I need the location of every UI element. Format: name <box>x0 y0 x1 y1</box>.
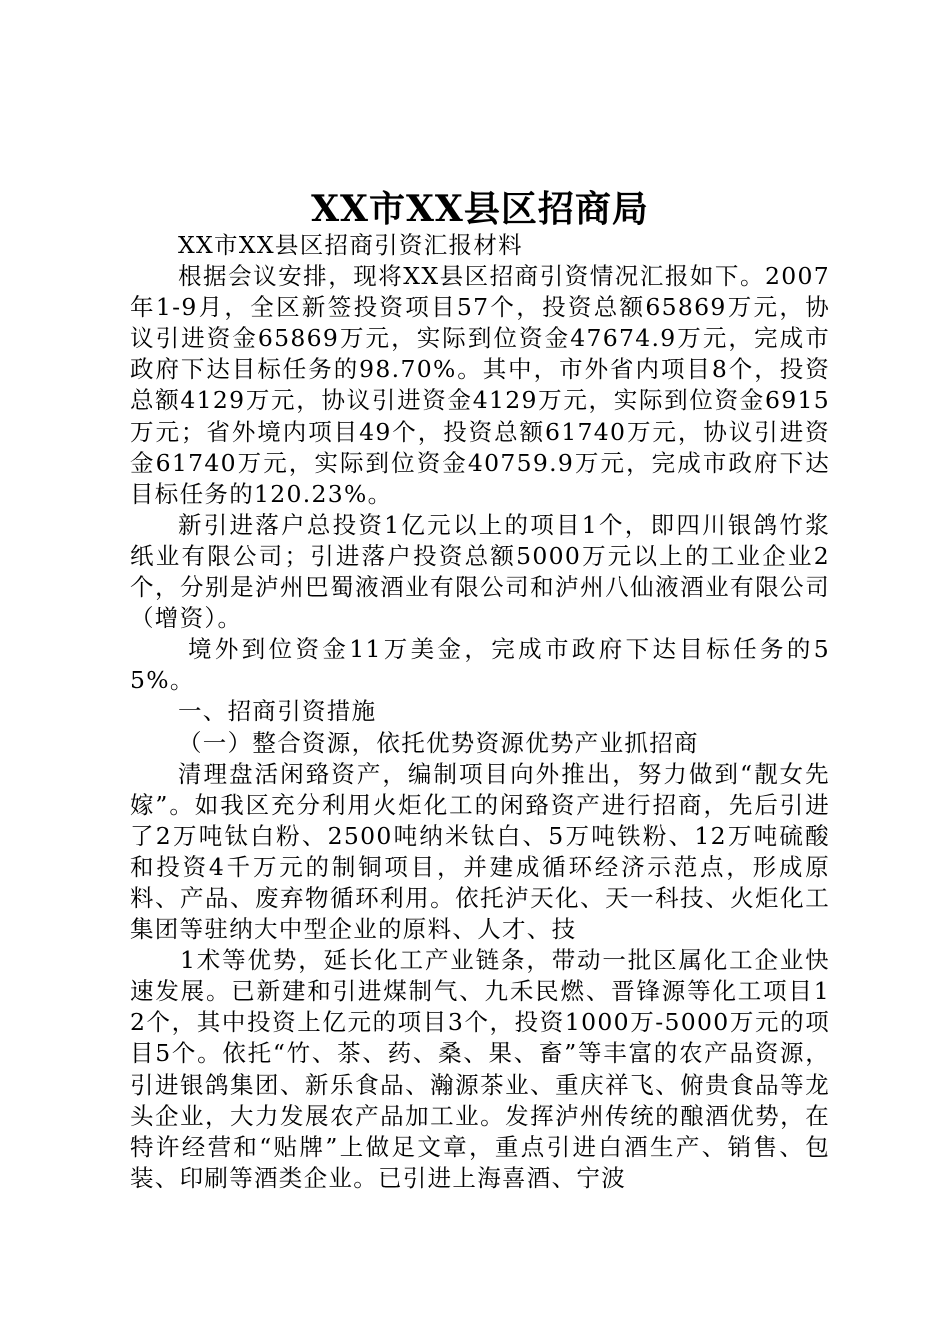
section-heading-measures: 一、招商引资措施 <box>178 697 377 726</box>
paragraph-industry-chain: 1术等优势，延长化工产业链条，带动一批区属化工企业快速发展。已新建和引进煤制气、九禾民燃、晋锋源等化工项目12个，其中投资上亿元的项目3个，投资1000万-5000万元的项目5个。依托“竹、茶、药、桑、果、畜”等丰富的农产品资源，引进银鸽集团、新乐食品、瀚源茶业、重庆祥飞、俯贵食品等龙头企业，大力发展农产品加工业。发挥泸州传统的酿酒优势，在特许经营和“贴牌”上做足文章，重点引进白酒生产、销售、包装、印刷等酒类企业。已引进上海喜酒、宁波 <box>130 946 830 1192</box>
paragraph-idle-assets: 清理盘活闲臵资产，编制项目向外推出，努力做到“靓女先嫁”。如我区充分利用火炬化工的闲臵资产进行招商，先后引进了2万吨钛白粉、2500吨纳米钛白、5万吨铁粉、12万吨硫酸和投资4千万元的制铜项目，并建成循环经济示范点，形成原料、产品、废弃物循环利用。依托泸天化、天一科技、火炬化工集团等驻纳大中型企业的原料、人才、技 <box>130 759 830 944</box>
document-title: XX市XX县区招商局 <box>311 188 649 230</box>
paragraph-foreign-capital: 境外到位资金11万美金，完成市政府下达目标任务的55%。 <box>130 635 830 695</box>
paragraph-subtitle: XX市XX县区招商引资汇报材料 <box>178 231 523 259</box>
paragraph-summary: 根据会议安排，现将XX县区招商引资情况汇报如下。2007年1-9月，全区新签投资项目57个，投资总额65869万元，协议引进资金65869万元，实际到位资金47674.9万元，完成市政府下达目标任务的98.70%。其中，市外省内项目8个，投资总额4129万元，协议引进资金4129万元，实际到位资金6915万元；省外境内项目49个，投资总额61740万元，协议引进资金61740万元，实际到位资金40759.9万元，完成市政府下达目标任务的120.23%。 <box>130 262 830 508</box>
paragraph-new-projects: 新引进落户总投资1亿元以上的项目1个，即四川银鸽竹浆纸业有限公司；引进落户投资总额5000万元以上的工业企业2个，分别是泸州巴蜀液酒业有限公司和泸州八仙液酒业有限公司（增资）。 <box>130 510 830 633</box>
document-body <box>130 230 830 1194</box>
subsection-heading-resources: （一）整合资源，依托优势资源优势产业抓招商 <box>178 728 699 757</box>
